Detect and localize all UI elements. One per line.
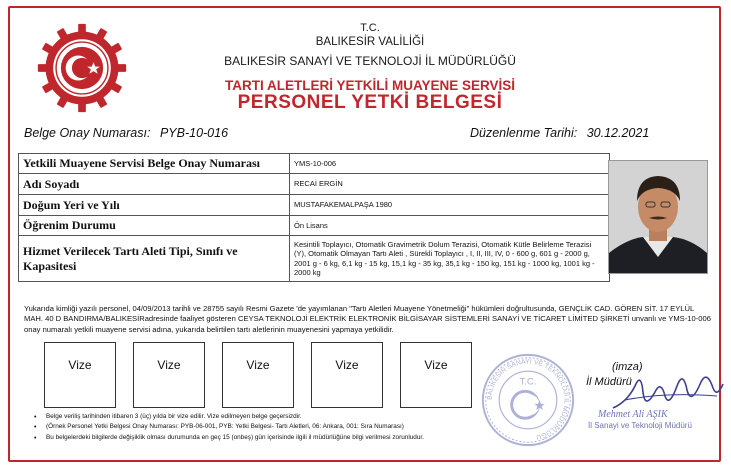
table-value: Kesintili Toplayıcı, Otomatik Gravimetrik Dolum Terazisi, Otomatik Kütle Belirleme Terazisi (Y), Otomatik Olmayan Tartı Aleti , Sürekli Toplayıcı , I, II, III, IV, 0 - 600 g, 601 g - 2000 g, 2001 g - 6 kg, 6,1 kg - 15 kg, 15,1 kg - 35 kg, 35,1 kg - 150 kg, 151 kg - 1000 kg, 1001 kg - 2000 kg bbox=[290, 236, 610, 282]
signer-title: İl Müdürü bbox=[586, 376, 632, 388]
approval-number-value: PYB-10-016 bbox=[159, 126, 229, 140]
table-row bbox=[19, 216, 610, 236]
table-label: Adı Soyadı bbox=[19, 174, 290, 195]
list-item: • Belge veriliş tarihinden itibaren 3 (üç) yılda bir vize edilir. Vize edilmeyen belge geçersizdir. bbox=[34, 412, 484, 422]
authorization-statement: Yukarıda kimliği yazılı personel, 04/09/2013 tarihli ve 28755 sayılı Resmi Gazete 'de yayımlanan "Tartı Aletleri Muayene Yönetmeliği" hükümleri doğrultusunda, GENÇLİK CAD. GÖREN SİT. 17 EYLÜL MAH. 40 D BANDIRMA/BALIKESİRadresinde faaliyet gösteren CEYSA TEKNOLOJİ ELEKTRİK ELEKTRONİK BİLGİSAYAR SİSTEMLERİ SANAYİ VE TİCARET LİMİTED ŞİRKETİ unvanlı ve YMS-10-006 onay numaralı yetkili muayene servisi adına, yukarıda belirtilen tartı aletlerinin muayenesini yapmaya yetkilidir. bbox=[24, 304, 711, 334]
table-value: RECAİ ERGİN bbox=[290, 174, 610, 195]
signature-placeholder-label: (imza) bbox=[612, 361, 643, 373]
approval-number-label: Belge Onay Numarası: bbox=[24, 126, 151, 140]
header-directorate: BALIKESİR SANAYİ VE TEKNOLOJİ İL MÜDÜRLÜĞÜ bbox=[224, 54, 516, 68]
header-governorship: BALIKESİR VALİLİĞİ bbox=[315, 36, 425, 48]
header-tc: T.C. bbox=[360, 22, 380, 34]
table-value: YMS-10-006 bbox=[290, 154, 610, 174]
vize-box: Vize bbox=[222, 342, 294, 408]
approval-number bbox=[24, 126, 228, 140]
ministry-logo-icon bbox=[34, 20, 130, 116]
official-stamp-icon bbox=[480, 352, 576, 448]
table-label: Doğum Yeri ve Yılı bbox=[19, 195, 290, 216]
vize-box: Vize bbox=[400, 342, 472, 408]
vize-box: Vize bbox=[311, 342, 383, 408]
list-item: • (Örnek Personel Yetki Belgesi Onay Numarası: PYB-06-001, PYB: Yetki Belgesi- Tartı Aletleri, 06: Ankara, 001: Sıra Numarası) bbox=[34, 422, 484, 432]
table-label: Yetkili Muayene Servisi Belge Onay Numarası bbox=[19, 154, 290, 174]
table-value: MUSTAFAKEMALPAŞA 1980 bbox=[290, 195, 610, 216]
table-row bbox=[19, 154, 610, 174]
table-label: Hizmet Verilecek Tartı Aleti Tipi, Sınıfı ve Kapasitesi bbox=[19, 236, 290, 282]
signer-name: Mehmet Ali AŞIK bbox=[598, 409, 668, 420]
issue-date bbox=[470, 126, 649, 140]
stamp-ring-text: BALIKESİR SANAYİ VE TEKNOLOJİ İL MÜDÜRLÜĞÜ bbox=[486, 358, 570, 441]
stamp-top-text: T.C. bbox=[519, 376, 537, 388]
table-row bbox=[19, 174, 610, 195]
issue-date-value: 30.12.2021 bbox=[586, 126, 650, 140]
table-row bbox=[19, 195, 610, 216]
signer-department: İl Sanayi ve Teknoloji Müdürü bbox=[588, 421, 692, 430]
header-service: TARTI ALETLERİ YETKİLİ MUAYENE SERVİSİ bbox=[224, 78, 516, 93]
issue-date-label: Düzenlenme Tarihi: bbox=[470, 126, 578, 140]
notes-list bbox=[34, 412, 484, 443]
table-label: Öğrenim Durumu bbox=[19, 216, 290, 236]
personnel-photo bbox=[608, 160, 708, 274]
list-item: • Bu belgelerdeki bilgilerde değişiklik olması durumunda en geç 15 (onbeş) gün içerisinde ilgili il müdürlüğüne bilgi verilmesi zorunludur. bbox=[34, 433, 484, 443]
vize-box: Vize bbox=[133, 342, 205, 408]
vize-box: Vize bbox=[44, 342, 116, 408]
table-row bbox=[19, 236, 610, 282]
personnel-info-table bbox=[18, 153, 610, 282]
document-title: PERSONEL YETKİ BELGESİ bbox=[237, 92, 503, 113]
table-value: Ön Lisans bbox=[290, 216, 610, 236]
